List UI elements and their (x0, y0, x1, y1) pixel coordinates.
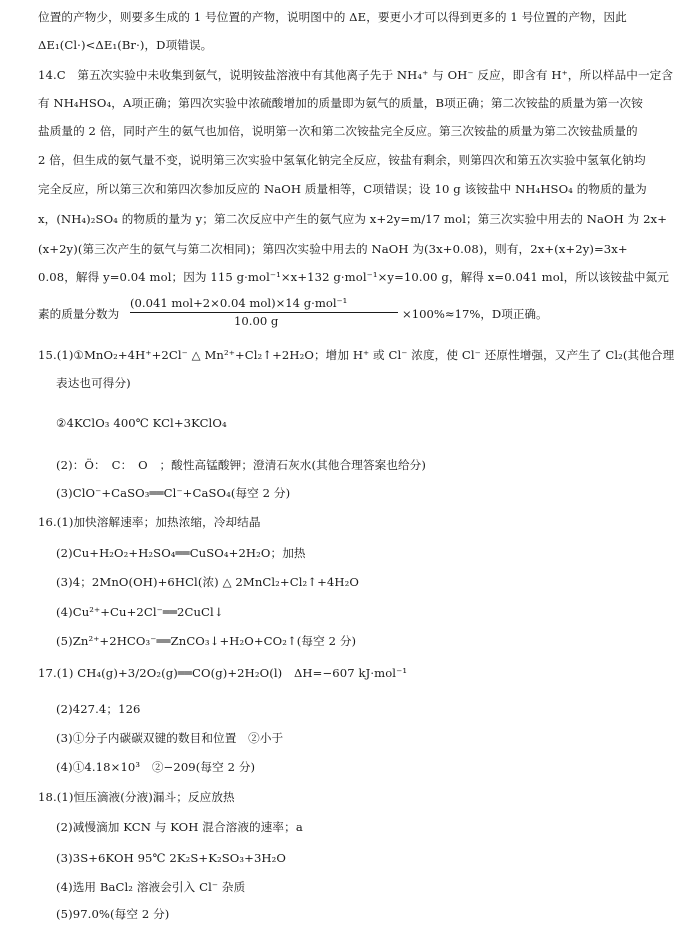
text-line: (5)Zn²⁺+2HCO₃⁻══ZnCO₃↓+H₂O+CO₂↑(每空 2 分) (56, 634, 357, 648)
text-line: 完全反应，所以第三次和第四次参加反应的 NaOH 质量相等，C项错误；设 10 g 该铵盐中 NH₄HSO₄ 的物质的量为 (38, 182, 647, 196)
text-line: ΔE₁(Cl·)<ΔE₁(Br·)，D项错误。 (38, 38, 213, 52)
text-line: (3)4；2MnO(OH)+6HCl(浓) △ 2MnCl₂+Cl₂↑+4H₂O (56, 575, 359, 589)
text-line: (4)Cu²⁺+Cu+2Cl⁻══2CuCl↓ (56, 605, 224, 619)
text-line: (3)ClO⁻+CaSO₃══Cl⁻+CaSO₄(每空 2 分) (56, 486, 291, 500)
text-line: (2)减慢滴加 KCN 与 KOH 混合溶液的速率；a (56, 820, 303, 834)
text-line: x，(NH₄)₂SO₄ 的物质的量为 y；第二次反应中产生的氨气应为 x+2y=m/17 mol；第三次实验中用去的 NaOH 为 2x+ (38, 212, 668, 226)
text-line: (2)427.4；126 (56, 702, 141, 716)
fraction-prefix: 素的质量分数为 (38, 307, 120, 321)
text-line: (x+2y)(第三次产生的氨气与第二次相同)；第四次实验中用去的 NaOH 为(3x+0.08)，则有，2x+(x+2y)=3x+ (38, 242, 628, 256)
mass-fraction-formula (38, 296, 678, 334)
text-line: (2)Cu+H₂O₂+H₂SO₄══CuSO₄+2H₂O；加热 (56, 546, 306, 560)
text-line: 位置的产物少，则要多生成的 1 号位置的产物，说明图中的 ΔE，要更小才可以得到更多的 1 号位置的产物，因此 (38, 10, 627, 24)
text-line: (3)3S+6KOH 95℃ 2K₂S+K₂SO₃+3H₂O (56, 851, 286, 865)
fraction-bar (130, 312, 398, 313)
text-line: ②4KClO₃ 400℃ KCl+3KClO₄ (56, 416, 227, 430)
text-line: (4)①4.18×10³ ②−209(每空 2 分) (56, 760, 256, 774)
text-line: 0.08，解得 y=0.04 mol；因为 115 g·mol⁻¹×x+132 g·mol⁻¹×y=10.00 g，解得 x=0.041 mol，所以该铵盐中氮元 (38, 270, 669, 284)
text-line: (2)：Ö： C： O ；酸性高锰酸钾；澄清石灰水(其他合理答案也给分) (56, 458, 426, 472)
text-line: 盐质量的 2 倍，同时产生的氨气也加倍，说明第一次和第二次铵盐完全反应。第三次铵盐的质量为第二次铵盐质量的 (38, 124, 638, 138)
q16-line: 16.(1)加快溶解速率；加热浓缩，冷却结晶 (38, 515, 261, 529)
q15-line: 15.(1)①MnO₂+4H⁺+2Cl⁻ △ Mn²⁺+Cl₂↑+2H₂O；增加 H⁺ 或 Cl⁻ 浓度，使 Cl⁻ 还原性增强，又产生了 Cl₂(其他合理 (38, 348, 675, 362)
text-line: (4)选用 BaCl₂ 溶液会引入 Cl⁻ 杂质 (56, 880, 246, 894)
fraction-numerator: (0.041 mol+2×0.04 mol)×14 g·mol⁻¹ (130, 296, 348, 310)
text-line: 表达也可得分) (56, 376, 131, 390)
text-line: 2 倍，但生成的氨气量不变，说明第三次实验中氢氧化钠完全反应，铵盐有剩余，则第四次和第五次实验中氢氧化钠均 (38, 153, 646, 167)
fraction-suffix: ×100%≈17%，D项正确。 (402, 307, 548, 321)
q14-line: 14.C 第五次实验中未收集到氨气，说明铵盐溶液中有其他离子先于 NH₄⁺ 与 OH⁻ 反应，即含有 H⁺，所以样品中一定含 (38, 68, 674, 82)
text-line: (5)97.0%(每空 2 分) (56, 907, 170, 921)
fraction-denominator: 10.00 g (234, 314, 279, 328)
text-line: 有 NH₄HSO₄，A项正确；第四次实验中浓硫酸增加的质量即为氨气的质量，B项正确；第二次铵盐的质量为第一次铵 (38, 96, 643, 110)
text-line: (3)①分子内碳碳双键的数目和位置 ②小于 (56, 731, 284, 745)
q18-line: 18.(1)恒压滴液(分液)漏斗；反应放热 (38, 790, 235, 804)
q17-line: 17.(1) CH₄(g)+3/2O₂(g)══CO(g)+2H₂O(l) ΔH=−607 kJ·mol⁻¹ (38, 666, 408, 680)
